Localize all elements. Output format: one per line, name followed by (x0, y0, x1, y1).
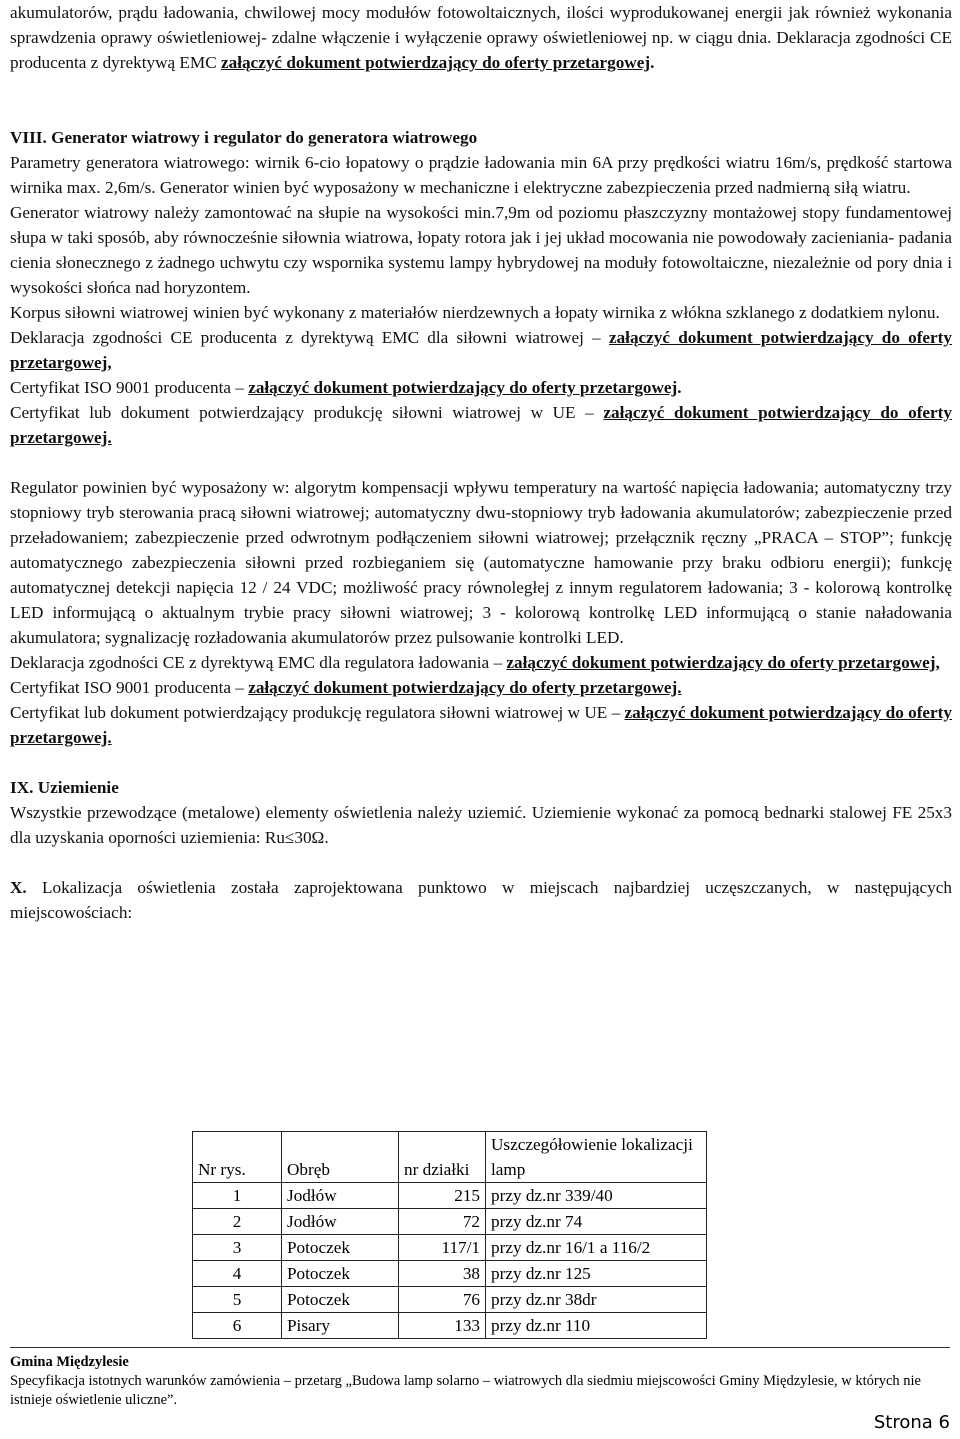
p10-attach-link: załączyć dokument potwierdzający do oferty przetargowej. (10, 703, 952, 747)
section-8-p10 (10, 700, 952, 750)
cell-nr-dzialki: 133 (399, 1313, 486, 1339)
table-row (193, 1313, 707, 1339)
section-8-p5: Certyfikat ISO 9001 producenta – załączyć dokument potwierdzający do oferty przetargowej. (10, 378, 682, 397)
cell-obreb: Jodłów (282, 1209, 399, 1235)
section-9-heading: IX. Uziemienie (10, 778, 119, 797)
table-row (193, 1261, 707, 1287)
table-header-row (193, 1132, 707, 1183)
section-8-p8 (10, 650, 952, 675)
cell-nr-rys: 6 (193, 1313, 282, 1339)
intro-text: akumulatorów, prądu ładowania, chwilowej mocy modułów fotowoltaicznych, ilości wyprodukowanej energii jak również wykonania sprawdzenia oprawy oświetleniowej- zdalne włączenie i wyłączenie oprawy oświetleniowej np. w ciągu dnia. Deklaracja zgodności CE producenta z dyrektywą EMC (10, 3, 952, 72)
section-8-p1: Parametry generatora wiatrowego: wirnik 6-cio łopatowy o prądzie ładowania min 6A przy prędkości wiatru 16m/s, prędkość startowa wirnika max. 2,6m/s. Generator winien być wyposażony w mechaniczne i elektryczne zabezpieczenia przed nadmierną siłą wiatru. (10, 153, 952, 197)
cell-lokalizacja: przy dz.nr 125 (486, 1261, 707, 1287)
section-8-p2: Generator wiatrowy należy zamontować na słupie na wysokości min.7,9m od poziomu płaszczyzny montażowej stopy fundamentowej słupa w taki sposób, aby równocześnie siłownia wiatrowa, łopaty rotora jak i jej układ mocowania nie powodowały zacieniania- padania cienia słonecznego z żadnego uchwytu czy wspornika systemu lampy hybrydowej na moduły fotowoltaiczne, niezależnie od pory dnia i wysokości słońca nad horyzontem. (10, 203, 952, 297)
p10-text: Certyfikat lub dokument potwierdzający produkcję regulatora siłowni wiatrowej w UE – (10, 703, 625, 722)
cell-lokalizacja: przy dz.nr 16/1 a 116/2 (486, 1235, 707, 1261)
p9-text: Certyfikat ISO 9001 producenta – (10, 678, 249, 697)
footer-spec: Specyfikacja istotnych warunków zamówienia – przetarg „Budowa lamp solarno – wiatrowych dla siedmiu miejscowości Gminy Międzylesie, w których nie istnieje oświetlenie uliczne”. (10, 1373, 921, 1408)
section-8-p4 (10, 325, 952, 375)
p5-attach-link: załączyć dokument potwierdzający do oferty przetargowej (248, 378, 678, 397)
intro-paragraph: akumulatorów, prądu ładowania, chwilowej mocy modułów fotowoltaicznych, ilości wyprodukowanej energii jak również wykonania sprawdzenia oprawy oświetleniowej- zdalne włączenie i wyłączenie oprawy oświetleniowej np. w ciągu dnia. Deklaracja zgodności CE producenta z dyrektywą EMC załączyć dokument potwierdzający do oferty przetargowej. (10, 3, 952, 72)
cell-lokalizacja: przy dz.nr 38dr (486, 1287, 707, 1313)
cell-nr-dzialki: 117/1 (399, 1235, 486, 1261)
p4-text: Deklaracja zgodności CE producenta z dyrektywą EMC dla siłowni wiatrowej – (10, 328, 609, 347)
cell-lokalizacja: przy dz.nr 74 (486, 1209, 707, 1235)
footer-org: Gmina Międzylesie (10, 1354, 129, 1370)
footer-divider (10, 1347, 950, 1348)
cell-nr-dzialki: 215 (399, 1183, 486, 1209)
table-row (193, 1235, 707, 1261)
cell-nr-rys: 4 (193, 1261, 282, 1287)
regulator-paragraph: Regulator powinien być wyposażony w: algorytm kompensacji wpływu temperatury na wartość napięcia ładowania; automatyczny trzy stopniowy tryb sterowania pracą siłowni wiatrowej; automatyczny dwu-stopniowy tryb ładowania akumulatorów; zabezpieczenie przed przeładowaniem; zabezpieczenie przed odwrotnym podłączeniem siłowni wiatrowej; przełącznik ręczny „PRACA – STOP”; funkcję automatycznego zabezpieczenia siłowni przed rozbieganiem się (automatyczne hamowanie przy braku odbioru energii); funkcję automatycznej detekcji napięcia 12 / 24 VDC; możliwość pracy równoległej z innym regulatorem ładowania; 3 - kolorową kontrolkę LED informującą o aktualnym trybie pracy siłowni wiatrowej; 3 - kolorową kontrolkę LED informującą o stanie naładowania akumulatora; sygnalizację rozładowania akumulatorów przez pulsowanie kontrolki LED. (10, 478, 952, 647)
section-10-text: Lokalizacja oświetlenia została zaprojektowana punktowo w miejscach najbardziej uczęszczanych, w następujących miejscowościach: (10, 878, 952, 922)
page-footer (10, 1353, 950, 1410)
cell-obreb: Pisary (282, 1313, 399, 1339)
cell-obreb: Potoczek (282, 1235, 399, 1261)
table-row (193, 1183, 707, 1209)
table-row (193, 1209, 707, 1235)
page-number: Strona 6 (873, 1412, 950, 1433)
cell-nr-dzialki: 76 (399, 1287, 486, 1313)
cell-nr-rys: 2 (193, 1209, 282, 1235)
p5-text: Certyfikat ISO 9001 producenta – (10, 378, 249, 397)
section-8-heading: VIII. Generator wiatrowy i regulator do generatora wiatrowego (10, 128, 478, 147)
header-nr-dzialki: nr działki (399, 1132, 486, 1183)
cell-obreb: Potoczek (282, 1261, 399, 1287)
section-10-heading: X. (10, 878, 27, 897)
cell-nr-dzialki: 38 (399, 1261, 486, 1287)
p9-attach-link: załączyć dokument potwierdzający do oferty przetargowej. (248, 678, 682, 697)
section-8-p6 (10, 400, 952, 450)
document-body (10, 0, 952, 925)
p6-text: Certyfikat lub dokument potwierdzający produkcję siłowni wiatrowej w UE – (10, 403, 604, 422)
cell-nr-rys: 3 (193, 1235, 282, 1261)
p4-attach-link: załączyć dokument potwierdzający do oferty przetargowej, (10, 328, 952, 372)
header-obreb: Obręb (282, 1132, 399, 1183)
location-table (192, 1131, 707, 1339)
section-8-p9 (10, 675, 952, 700)
section-9-text: Wszystkie przewodzące (metalowe) elementy oświetlenia należy uziemić. Uziemienie wykonać za pomocą bednarki stalowej FE 25x3 dla uzyskania oporności uziemienia: Ru≤30Ω. (10, 803, 952, 847)
p8-text: Deklaracja zgodności CE z dyrektywą EMC dla regulatora ładowania – (10, 653, 507, 672)
intro-attach-link: załączyć dokument potwierdzający do oferty przetargowej (220, 53, 651, 72)
header-uszczegolowienie: Uszczegółowienie lokalizacji lamp (486, 1132, 707, 1183)
table-row (193, 1287, 707, 1313)
header-nr-rys: Nr rys. (193, 1132, 282, 1183)
p8-attach-link: załączyć dokument potwierdzający do oferty przetargowej, (506, 653, 940, 672)
cell-nr-dzialki: 72 (399, 1209, 486, 1235)
cell-obreb: Jodłów (282, 1183, 399, 1209)
section-8-p3: Korpus siłowni wiatrowej winien być wykonany z materiałów nierdzewnych a łopaty wirnika z włókna szklanego z dodatkiem nylonu. (10, 303, 940, 322)
cell-nr-rys: 5 (193, 1287, 282, 1313)
section-10-paragraph (10, 875, 952, 925)
cell-obreb: Potoczek (282, 1287, 399, 1313)
p6-attach-link: załączyć dokument potwierdzający do oferty przetargowej. (10, 403, 952, 447)
cell-lokalizacja: przy dz.nr 339/40 (486, 1183, 707, 1209)
cell-lokalizacja: przy dz.nr 110 (486, 1313, 707, 1339)
cell-nr-rys: 1 (193, 1183, 282, 1209)
table-body (193, 1183, 707, 1339)
